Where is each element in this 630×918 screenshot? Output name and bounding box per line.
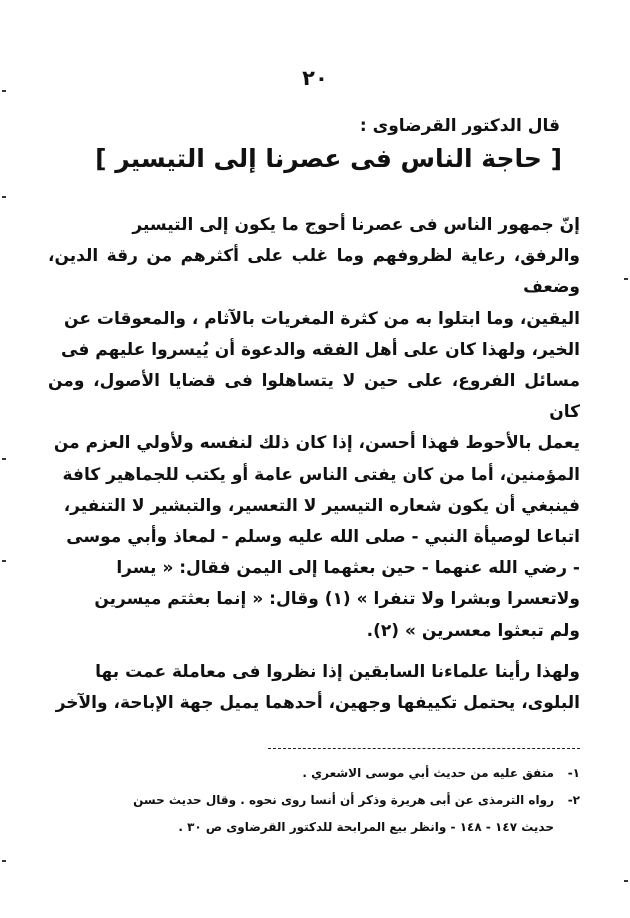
footnote-2-continuation [20, 814, 580, 841]
intro-line: قال الدكتور القرضاوى : [359, 116, 560, 136]
footnote-text: رواه الترمذى عن أبى هريرة وذكر أن أنسا روى نحوه . وقال حديث حسن [133, 793, 554, 807]
footnotes [20, 760, 580, 841]
section-heading: [ حاجة الناس فى عصرنا إلى التيسير ] [95, 144, 562, 173]
footnote-1 [20, 760, 580, 787]
paragraph-line: المؤمنين، أما من كان يفتى الناس عامة أو يكتب للجماهير كافة [62, 464, 580, 485]
margin-mark [2, 458, 6, 460]
paragraph-2 [48, 657, 580, 719]
paragraph-line: اليقين، وما ابتلوا به من كثرة المغريات بالآثام ، والمعوقات عن [64, 308, 580, 329]
paragraph-line: ولاتعسرا وبشرا ولا تنفرا » (١) وقال: « إنما بعثتم ميسرين [94, 589, 580, 610]
paragraph-line: ولهذا رأينا علماءنا السابقين إذا نظروا فى معاملة عمت بها [95, 662, 580, 682]
footnote-text: حديث ١٤٧ - ١٤٨ - وانظر بيع المرابحة للدكتور القرضاوى ص ٣٠ . [178, 820, 554, 834]
paragraph-line: الخير، ولهذا كان على أهل الفقه والدعوة أن يُيسروا عليهم فى [61, 339, 580, 360]
paragraph-line: اتباعا لوصيأة النبي - صلى الله عليه وسلم - لمعاذ وأبي موسى [66, 527, 580, 548]
paragraph-line: مسائل الفروع، على حين لا يتساهلوا فى قضايا الأصول، ومن كان [48, 371, 580, 423]
footnote-number: ١- [567, 766, 580, 780]
paragraph-line: إنّ جمهور الناس فى عصرنا أحوج ما يكون إلى التيسير [132, 215, 580, 235]
paragraph-line: يعمل بالأحوط فهذا أحسن، إذا كان ذلك لنفسه ولأولي العزم من [53, 433, 580, 454]
margin-mark [2, 860, 6, 862]
page-number: ٢٠ [302, 66, 328, 90]
footnote-number: ٢- [567, 793, 580, 807]
paragraph-line: فينبغي أن يكون شعاره التيسير لا التعسير، والتبشير لا التنفير، [63, 495, 580, 516]
footnote-2 [20, 787, 580, 814]
paragraph-1 [48, 210, 580, 647]
margin-mark [2, 560, 6, 562]
footnote-text: متفق عليه من حديث أبي موسى الاشعري . [302, 766, 554, 780]
paragraph-line: - رضي الله عنهما - حين بعثهما إلى اليمن فقال: « يسرا [116, 558, 580, 579]
paragraph-line: البلوى، يحتمل تكييفها وجهين، أحدهما يميل جهة الإباحة، والآخر [55, 693, 580, 714]
margin-mark [2, 90, 6, 92]
margin-mark [624, 880, 628, 882]
margin-mark [2, 196, 6, 198]
paragraph-line: ولم تبعثوا معسرين » (٢). [366, 620, 580, 641]
margin-mark [624, 278, 628, 280]
footnote-divider [268, 748, 580, 749]
paragraph-line: والرفق، رعاية لظروفهم وما غلب على أكثرهم من رقة الدين، وضعف [48, 246, 580, 298]
